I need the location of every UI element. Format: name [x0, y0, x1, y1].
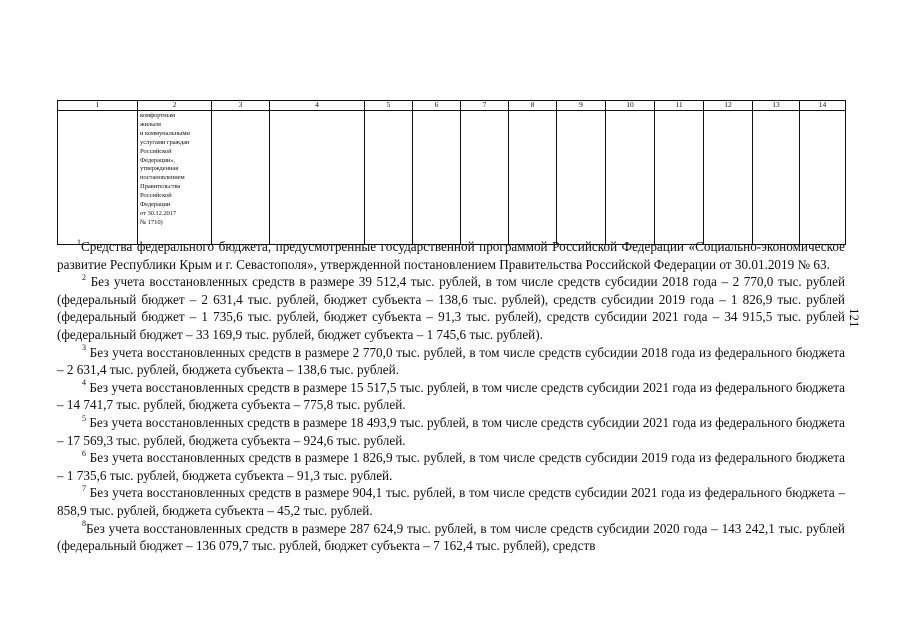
- table-cell: [58, 111, 138, 245]
- table-cell: [557, 111, 606, 245]
- footnote-mark: 4: [82, 378, 86, 388]
- footnote: [57, 238, 845, 273]
- footnote-mark: 2: [82, 272, 86, 282]
- column-number: 2: [138, 101, 212, 111]
- column-number: 1: [58, 101, 138, 111]
- column-number: 13: [753, 101, 800, 111]
- program-name-text: комфортным жильем и коммунальными услугами граждан Российской Федерации», утвержденная постановлением Правительства Российской Федерации от 30.12.2017 № 1710): [140, 112, 190, 226]
- footnote-mark: 7: [82, 483, 86, 493]
- footnote-text: Без учета восстановленных средств в размере 904,1 тыс. рублей, в том числе средств субсидии 2021 года из федерального бюджета – 858,9 тыс. рублей, бюджета субъекта – 45,2 тыс. рублей.: [57, 485, 845, 518]
- budget-table: [57, 100, 846, 245]
- table-cell: [800, 111, 846, 245]
- column-number: 9: [557, 101, 606, 111]
- table-header-row: [58, 101, 846, 111]
- table-cell: [655, 111, 704, 245]
- footnote-text: Без учета восстановленных средств в размере 39 512,4 тыс. рублей, в том числе средств субсидии 2018 года – 2 770,0 тыс. рублей (федеральный бюджет – 2 631,4 тыс. рублей, бюджет субъекта – 138,6 тыс. рублей), средств субсидии 2019 года – 1 826,9 тыс. рублей (федеральный бюджет – 1 735,6 тыс. рублей, бюджет субъекта – 91,3 тыс. рублей), средств субсидии 2021 года – 34 915,5 тыс. рублей (федеральный бюджет – 33 169,9 тыс. рублей, бюджет субъекта – 1 745,6 тыс. рублей).: [57, 274, 845, 342]
- table-cell: [753, 111, 800, 245]
- table-cell-program-name: [138, 111, 212, 245]
- footnote: [57, 484, 845, 519]
- table-cell: [509, 111, 557, 245]
- footnote: [57, 273, 845, 343]
- page-number: 121: [847, 308, 862, 328]
- table-cell: [606, 111, 655, 245]
- footnote-text: Без учета восстановленных средств в размере 15 517,5 тыс. рублей, в том числе средств субсидии 2021 года из федерального бюджета – 14 741,7 тыс. рублей, бюджета субъекта – 775,8 тыс. рублей.: [57, 379, 845, 413]
- table-cell: [413, 111, 461, 245]
- footnote-mark: 6: [82, 448, 86, 458]
- table-cell: [461, 111, 509, 245]
- footnote-mark: 8: [82, 519, 86, 529]
- footnote: [57, 520, 845, 555]
- footnote: [57, 344, 845, 379]
- footnote-text: Без учета восстановленных средств в размере 287 624,9 тыс. рублей, в том числе средств субсидии 2020 года – 143 242,1 тыс. рублей (федеральный бюджет – 136 079,7 тыс. рублей, бюджет субъекта – 7 162,4 тыс. рублей), средств: [57, 520, 845, 554]
- column-number: 4: [270, 101, 365, 111]
- table-cell: [365, 111, 413, 245]
- column-number: 11: [655, 101, 704, 111]
- column-number: 7: [461, 101, 509, 111]
- footnote-mark: 1: [77, 237, 81, 247]
- footnotes: [57, 238, 845, 555]
- column-number: 14: [800, 101, 846, 111]
- column-number: 5: [365, 101, 413, 111]
- table-cell: [704, 111, 753, 245]
- footnote-mark: 5: [82, 413, 86, 423]
- column-number: 12: [704, 101, 753, 111]
- column-number: 8: [509, 101, 557, 111]
- footnote-text: Средства федерального бюджета, предусмотренные государственной программой Российской Федерации «Социально-экономическое развитие Республики Крым и г. Севастополя», утвержденной постановлением Правительства Российской Федерации от 30.01.2019 № 63.: [57, 239, 845, 272]
- footnote-text: Без учета восстановленных средств в размере 2 770,0 тыс. рублей, в том числе средств субсидии 2018 года из федерального бюджета – 2 631,4 тыс. рублей, бюджета субъекта – 138,6 тыс. рублей.: [57, 344, 845, 378]
- column-number: 10: [606, 101, 655, 111]
- footnote-text: Без учета восстановленных средств в размере 18 493,9 тыс. рублей, в том числе средств субсидии 2021 года из федерального бюджета – 17 569,3 тыс. рублей, бюджета субъекта – 924,6 тыс. рублей.: [57, 414, 845, 448]
- footnote: [57, 379, 845, 414]
- table-cell: [212, 111, 270, 245]
- column-number: 6: [413, 101, 461, 111]
- footnote-mark: 3: [82, 343, 86, 353]
- table-row: [58, 111, 846, 245]
- table-cell: [270, 111, 365, 245]
- column-number: 3: [212, 101, 270, 111]
- footnote-text: Без учета восстановленных средств в размере 1 826,9 тыс. рублей, в том числе средств субсидии 2019 года из федерального бюджета – 1 735,6 тыс. рублей, бюджета субъекта – 91,3 тыс. рублей.: [57, 450, 845, 483]
- footnote: [57, 414, 845, 449]
- footnote: [57, 449, 845, 484]
